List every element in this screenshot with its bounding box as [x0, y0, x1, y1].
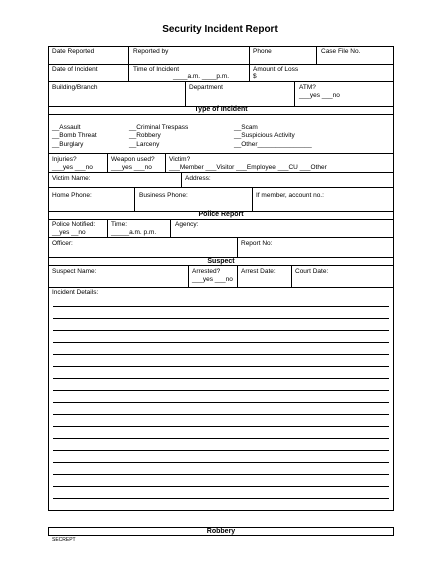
divider [249, 64, 250, 81]
divider [49, 172, 393, 173]
arrested-label: Arrested? [192, 268, 221, 275]
building-label: Building/Branch [52, 84, 98, 91]
divider [170, 219, 171, 237]
divider [185, 81, 186, 106]
member-account-label: If member, account no.: [256, 192, 324, 199]
writing-line[interactable] [53, 414, 389, 415]
divider [49, 64, 393, 65]
victim-label: Victim? [169, 156, 191, 163]
date-of-incident-label: Date of Incident [52, 66, 98, 73]
incident-option[interactable]: __Robbery [129, 132, 161, 139]
court-date-label: Court Date: [295, 268, 329, 275]
divider [49, 187, 393, 188]
writing-line[interactable] [53, 366, 389, 367]
writing-line[interactable] [53, 426, 389, 427]
writing-line[interactable] [53, 330, 389, 331]
agency-label: Agency: [175, 221, 199, 228]
divider [49, 219, 393, 220]
writing-line[interactable] [53, 450, 389, 451]
police-notified-options[interactable]: __yes __no [52, 229, 86, 236]
officer-label: Officer: [52, 240, 73, 247]
police-time-label: Time: [111, 221, 128, 228]
writing-line[interactable] [53, 462, 389, 463]
writing-line[interactable] [53, 486, 389, 487]
victim-name-label: Victim Name: [52, 175, 91, 182]
suspect-name-label: Suspect Name: [52, 268, 97, 275]
incident-details-label: Incident Details: [52, 289, 99, 296]
writing-line[interactable] [53, 438, 389, 439]
divider [181, 172, 182, 187]
page-title: Security Incident Report [162, 24, 278, 35]
business-phone-label: Business Phone: [139, 192, 188, 199]
incident-option[interactable]: __Larceny [129, 141, 160, 148]
divider [291, 265, 292, 287]
writing-line[interactable] [53, 378, 389, 379]
weapon-label: Weapon used? [111, 156, 155, 163]
victim-options[interactable]: ___Member ___Visitor ___Employee ___CU ___Other [169, 164, 327, 171]
divider [252, 187, 253, 211]
incident-report-form [48, 46, 394, 511]
injuries-options[interactable]: ___yes ___no [52, 164, 93, 171]
divider [237, 265, 238, 287]
divider [165, 153, 166, 172]
divider [128, 64, 129, 81]
writing-line[interactable] [53, 354, 389, 355]
address-label: Address: [185, 175, 211, 182]
police-report-heading: Police Report [198, 211, 244, 218]
atm-label: ATM? [299, 84, 316, 91]
incident-option[interactable]: __Assault [52, 124, 81, 131]
divider [49, 81, 393, 82]
atm-options[interactable]: ___yes ___no [299, 92, 340, 99]
arrest-date-label: Arrest Date: [241, 268, 276, 275]
footer-label: Robbery [48, 527, 394, 536]
divider [49, 114, 393, 115]
report-no-label: Report No: [241, 240, 273, 247]
divider [107, 153, 108, 172]
date-reported-label: Date Reported [52, 48, 95, 55]
incident-option[interactable]: __Suspicious Activity [234, 132, 295, 139]
arrested-options[interactable]: ___yes ___no [192, 276, 233, 283]
incident-option[interactable]: __Other_______________ [234, 141, 312, 148]
reported-by-label: Reported by [133, 48, 169, 55]
writing-line[interactable] [53, 402, 389, 403]
incident-option[interactable]: __Burglary [52, 141, 84, 148]
home-phone-label: Home Phone: [52, 192, 92, 199]
suspect-heading: Suspect [207, 258, 235, 265]
divider [134, 187, 135, 211]
divider [294, 81, 295, 106]
writing-line[interactable] [53, 318, 389, 319]
divider [49, 265, 393, 266]
form-code: SECREPT [52, 537, 76, 543]
incident-option[interactable]: __Criminal Trespass [129, 124, 189, 131]
divider [316, 47, 317, 64]
writing-line[interactable] [53, 474, 389, 475]
writing-line[interactable] [53, 306, 389, 307]
police-notified-label: Police Notified: [52, 221, 96, 228]
divider [107, 219, 108, 237]
time-of-incident-options[interactable]: ____a.m. ____p.m. [173, 73, 230, 80]
writing-line[interactable] [53, 342, 389, 343]
divider [49, 237, 393, 238]
writing-line[interactable] [53, 498, 389, 499]
divider [249, 47, 250, 64]
time-of-incident-label: Time of Incident [133, 66, 180, 73]
department-label: Department [189, 84, 223, 91]
type-of-incident-heading: Type of Incident [194, 106, 248, 113]
incident-option[interactable]: __Bomb Threat [52, 132, 97, 139]
case-file-label: Case File No. [321, 48, 361, 55]
writing-line[interactable] [53, 390, 389, 391]
police-time-options[interactable]: _____a.m. p.m. [111, 229, 157, 236]
divider [49, 153, 393, 154]
amount-symbol: $ [253, 73, 257, 80]
amount-of-loss-label: Amount of Loss [253, 66, 299, 73]
incident-option[interactable]: __Scam [234, 124, 258, 131]
phone-label: Phone [253, 48, 272, 55]
injuries-label: Injuries? [52, 156, 77, 163]
divider [237, 237, 238, 257]
divider [188, 265, 189, 287]
divider [128, 47, 129, 64]
weapon-options[interactable]: ___yes ___no [111, 164, 152, 171]
divider [49, 287, 393, 288]
